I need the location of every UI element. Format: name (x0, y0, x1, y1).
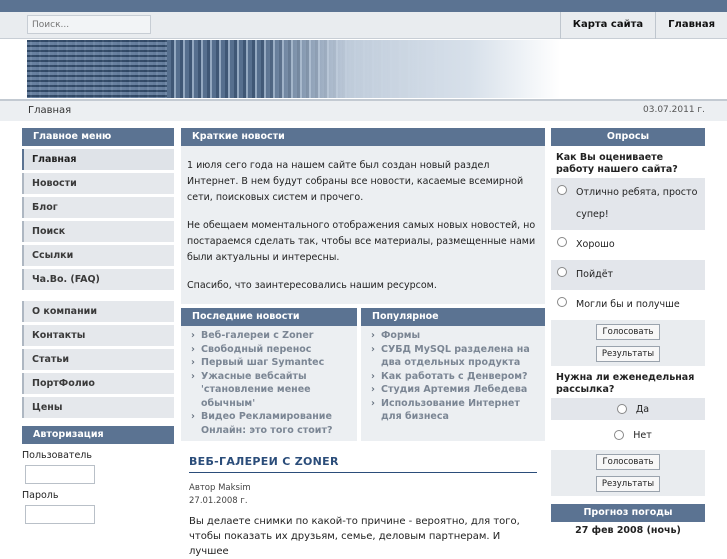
poll-option[interactable] (551, 424, 705, 446)
poll-buttons (551, 450, 705, 474)
top-links (560, 12, 727, 39)
radio-button[interactable] (557, 297, 567, 307)
latest-news (181, 308, 357, 441)
radio-button[interactable] (557, 185, 567, 195)
poll-option-label: Могли бы и получше (576, 299, 680, 310)
breadcrumb: Главная (28, 105, 72, 116)
menu-item-faq[interactable]: Ча.Во. (FAQ) (22, 269, 174, 290)
popular-item[interactable]: › Как работать с Денвером? (371, 370, 539, 384)
left-column (22, 128, 174, 524)
news-lists (181, 308, 545, 441)
menu-item-blog[interactable]: Блог (22, 197, 174, 218)
poll-buttons (551, 344, 705, 366)
popular-item[interactable]: › СУБД MySQL разделена на два отдельных продукта (371, 343, 539, 370)
popular-item[interactable]: › Использование Интернет для бизнеса (371, 397, 539, 424)
radio-button[interactable] (614, 430, 624, 440)
menu-divider (22, 290, 174, 298)
latest-news-list (181, 326, 357, 441)
poll-buttons (551, 474, 705, 496)
main-menu (22, 149, 174, 418)
latest-news-item[interactable]: › Веб-галереи с Zoner (191, 329, 351, 343)
auth-title: Авторизация (22, 426, 174, 444)
weather-date: 27 фев 2008 (ночь) (575, 525, 681, 536)
poll-1 (551, 146, 705, 366)
poll-option-label: Нет (633, 429, 652, 441)
poll-question: Нужна ли еженедельная рассылка? (556, 372, 695, 395)
poll-option[interactable] (551, 178, 705, 230)
popular-item[interactable]: › Студия Артемия Лебедева (371, 383, 539, 397)
breadcrumb-bar (0, 99, 727, 121)
top-nav (0, 12, 727, 39)
popular-title: Популярное (361, 308, 545, 326)
vote-button[interactable]: Голосовать (596, 454, 659, 470)
article-meta (189, 482, 545, 508)
article-author: Автор Maksim (189, 483, 251, 493)
poll-option-label: Отлично ребята, просто супер! (576, 187, 698, 220)
news-title: Краткие новости (181, 128, 545, 146)
menu-item-home[interactable]: Главная (22, 149, 174, 170)
menu-item-portfolio[interactable]: ПортФолио (22, 373, 174, 394)
menu-item-news[interactable]: Новости (22, 173, 174, 194)
right-column (551, 128, 705, 536)
banner-sky (260, 40, 560, 98)
search-input[interactable] (27, 15, 151, 34)
menu-item-contacts[interactable]: Контакты (22, 325, 174, 346)
weather-title: Прогноз погоды (551, 504, 705, 522)
latest-news-title: Последние новости (181, 308, 357, 326)
news-paragraph: Не обещаем моментального отображения самых новых новостей, но постараемся сделать так, чтобы все материалы, размещенные нами были актуальны и интересны. (187, 220, 536, 263)
username-input[interactable] (25, 465, 95, 484)
menu-item-about[interactable]: О компании (22, 301, 174, 322)
username-label: Пользователь (22, 450, 92, 461)
popular-item[interactable]: › Формы (371, 329, 539, 343)
radio-button[interactable] (557, 237, 567, 247)
results-button[interactable]: Результаты (596, 346, 660, 362)
menu-item-search[interactable]: Поиск (22, 221, 174, 242)
popular-list (361, 326, 545, 428)
poll-option[interactable] (551, 398, 705, 420)
news-paragraph: 1 июля сего года на нашем сайте был создан новый раздел Интернет. В нем будут собраны все новости, касаемые всемирной сети, поисковых систем и прочего. (187, 160, 524, 203)
poll-option-label: Хорошо (576, 239, 615, 250)
news-paragraph: Спасибо, что заинтересовались нашим ресурсом. (187, 280, 437, 291)
home-link[interactable]: Главная (655, 12, 727, 39)
menu-item-links[interactable]: Ссылки (22, 245, 174, 266)
results-button[interactable]: Результаты (596, 476, 660, 492)
current-date: 03.07.2011 г. (643, 105, 705, 115)
polls-title: Опросы (551, 128, 705, 146)
latest-news-item[interactable]: › Первый шаг Symantec (191, 356, 351, 370)
password-label: Пароль (22, 490, 59, 501)
center-column (181, 128, 545, 559)
radio-button[interactable] (617, 404, 627, 414)
article-date: 27.01.2008 г. (189, 496, 248, 506)
banner-building (27, 40, 167, 98)
main-menu-title: Главное меню (22, 128, 174, 146)
poll-option[interactable] (551, 290, 705, 320)
latest-news-item[interactable]: › Ужасные вебсайты 'становление менее обычным' (191, 370, 351, 411)
poll-question: Как Вы оцениваете работу нашего сайта? (556, 152, 678, 175)
top-bar (0, 0, 727, 12)
header-banner (0, 40, 727, 98)
sitemap-link[interactable]: Карта сайта (560, 12, 655, 39)
latest-news-item[interactable]: › Свободный перенос (191, 343, 351, 357)
password-input[interactable] (25, 505, 95, 524)
article-body: Вы делаете снимки по какой-то причине - вероятно, для того, чтобы показать их друзьям, семье, деловым партнерам. И лучшее (189, 516, 520, 557)
article-title[interactable]: ВЕБ-ГАЛЕРЕИ С ZONER (189, 455, 537, 473)
menu-item-prices[interactable]: Цены (22, 397, 174, 418)
poll-buttons (551, 320, 705, 344)
poll-option-label: Пойдёт (576, 269, 614, 280)
news-box (181, 146, 545, 304)
poll-option-label: Да (635, 403, 650, 415)
menu-item-articles[interactable]: Статьи (22, 349, 174, 370)
poll-2 (551, 366, 705, 496)
vote-button[interactable]: Голосовать (596, 324, 659, 340)
weather-block (551, 504, 705, 536)
article (181, 455, 545, 559)
radio-button[interactable] (557, 267, 567, 277)
latest-news-item[interactable]: › Видео Рекламирование Онлайн: это того стоит? (191, 410, 351, 437)
poll-option[interactable] (551, 260, 705, 290)
popular (361, 308, 545, 441)
poll-option[interactable] (551, 230, 705, 260)
auth-block (22, 426, 174, 524)
